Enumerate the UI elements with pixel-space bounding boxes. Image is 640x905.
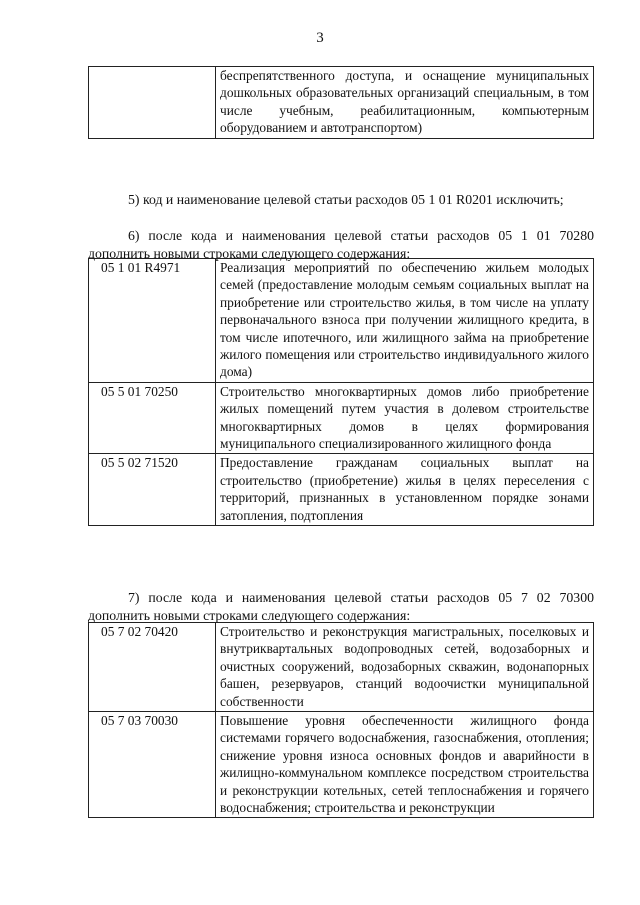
table-row [89,67,594,139]
budget-table-additions-6 [88,258,594,526]
code-cell: 05 7 02 70420 [89,623,216,712]
description-cell: Повышение уровня обеспеченности жилищного фонда системами горячего водоснабжения, газоснабжения, отопления; снижение уровня износа основных фондов и аварийности в жилищно-коммунальном комплексе посредством строительства и реконструкции котельных, сетей теплоснабжения и горячего водоснабжения; строительства и реконструкции [216,712,594,818]
description-cell: Реализация мероприятий по обеспечению жильем молодых семей (предоставление молодым семьям социальных выплат на приобретение или строительство жилья, в том числе на уплату первоначального взноса при получении жилищного кредита, в том числе ипотечного, или жилищного займа на приобретение жилого помещения или строительство индивидуального жилого дома) [216,259,594,383]
description-cell: Предоставление гражданам социальных выплат на строительство (приобретение) жилья в целях переселения с территорий, признанных в установленном порядке зонами затопления, подтопления [216,454,594,526]
budget-table-continuation [88,66,594,139]
code-cell: 05 7 03 70030 [89,712,216,818]
table-row [89,623,594,712]
description-cell: Строительство и реконструкция магистральных, поселковых и внутриквартальных водопроводных сетей, водозаборных и очистных сооружений, водозаборных скважин, водонапорных башен, резервуаров, станций водоочистки муниципальной собственности [216,623,594,712]
page-number: 3 [316,30,324,46]
code-cell: 05 5 02 71520 [89,454,216,526]
code-cell [89,67,216,139]
description-cell: беспрепятственного доступа, и оснащение муниципальных дошкольных образовательных организаций специальным, в том числе учебным, реабилитационным, компьютерным оборудованием и автотранспортом) [216,67,594,139]
description-cell: Строительство многоквартирных домов либо приобретение жилых помещений путем участия в долевом строительстве многоквартирных домов в целях формирования муниципального специализированного жилищного фонда [216,382,594,454]
table-row [89,382,594,454]
table-row [89,712,594,818]
paragraph-item-7: 7) после кода и наименования целевой статьи расходов 05 7 02 70300 дополнить новыми строками следующего содержания: [88,589,594,623]
paragraph-item-6: 6) после кода и наименования целевой статьи расходов 05 1 01 70280 дополнить новыми строками следующего содержания: [88,227,594,261]
table-row [89,454,594,526]
code-cell: 05 1 01 R4971 [89,259,216,383]
paragraph-item-5: 5) код и наименование целевой статьи расходов 05 1 01 R0201 исключить; [128,191,564,207]
code-cell: 05 5 01 70250 [89,382,216,454]
budget-table-additions-7 [88,622,594,818]
table-row [89,259,594,383]
